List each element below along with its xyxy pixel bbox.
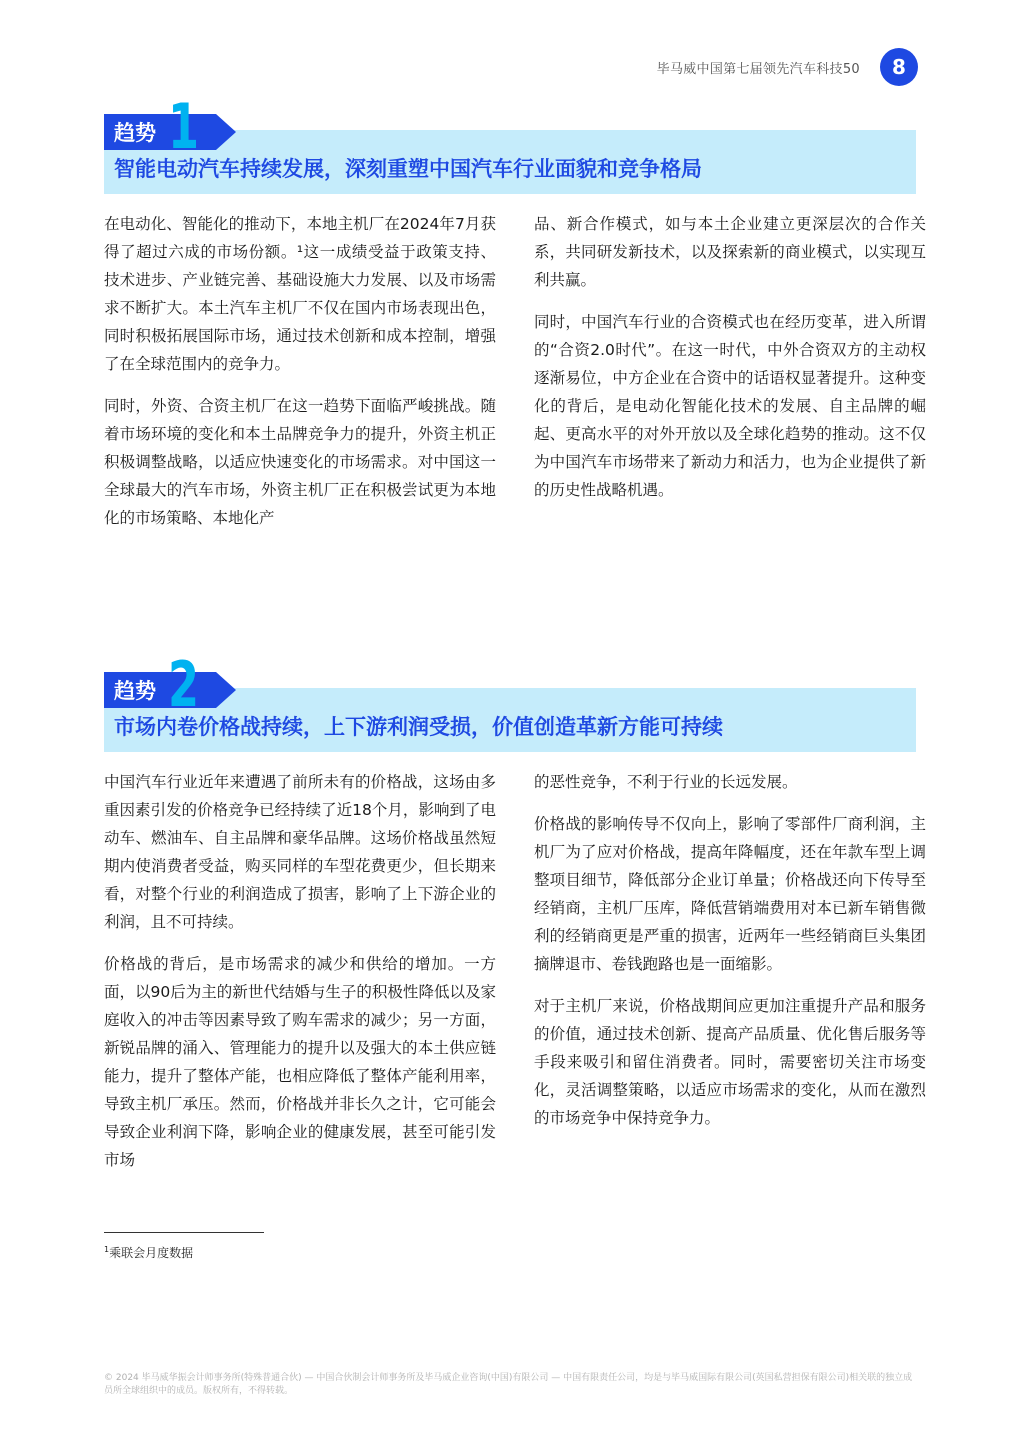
- paragraph: 中国汽车行业近年来遭遇了前所未有的价格战，这场由多重因素引发的价格竞争已经持续了近18个月，影响到了电动车、燃油车、自主品牌和豪华品牌。这场价格战虽然短期内使消费者受益，购买同样的车型花费更少，但长期来看，对整个行业的利润造成了损害，影响了上下游企业的利润，且不可持续。: [104, 773, 496, 931]
- header-title: 毕马威中国第七届领先汽车科技50: [656, 62, 860, 77]
- paragraph: 同时，外资、合资主机厂在这一趋势下面临严峻挑战。随着市场环境的变化和本土品牌竞争力的提升，外资主机正积极调整战略，以适应快速变化的市场需求。对中国这一全球最大的汽车市场，外资主机厂正在积极尝试更为本地化的市场策略、本地化产: [104, 397, 496, 527]
- footnote: [104, 1244, 193, 1261]
- trend-section-2: [104, 648, 916, 758]
- trend-2-right-column: [534, 768, 926, 1146]
- paragraph: 同时，中国汽车行业的合资模式也在经历变革，进入所谓的“合资2.0时代”。在这一时代，中外合资双方的主动权逐渐易位，中方企业在合资中的话语权显著提升。这种变化的背后，是电动化智能化技术的发展、自主品牌的崛起、更高水平的对外开放以及全球化趋势的推动。这不仅为中国汽车市场带来了新动力和活力，也为企业提供了新的历史性战略机遇。: [534, 313, 926, 499]
- paragraph: 价格战的影响传导不仅向上，影响了零部件厂商利润，主机厂为了应对价格战，提高年降幅度，还在年款车型上调整项目细节，降低部分企业订单量；价格战还向下传导至经销商，主机厂压库，降低营销端费用对本已新车销售微利的经销商更是严重的损害，近两年一些经销商巨头集团摘牌退市、卷钱跑路也是一面缩影。: [534, 815, 926, 973]
- trend-2-left-column: [104, 768, 496, 1188]
- footnote-divider: [104, 1232, 264, 1233]
- footnote-marker: 1: [104, 1245, 110, 1254]
- trend-1-right-column: [534, 210, 926, 518]
- trend-tag-label: 趋势: [114, 121, 156, 145]
- paragraph: 的恶性竞争，不利于行业的长远发展。: [534, 773, 798, 791]
- trend-heading: 智能电动汽车持续发展，深刻重塑中国汽车行业面貌和竞争格局: [114, 157, 702, 181]
- paragraph: 品、新合作模式，如与本土企业建立更深层次的合作关系，共同研发新技术，以及探索新的商业模式，以实现互利共赢。: [534, 215, 926, 289]
- trend-number: 2: [168, 648, 200, 721]
- footnote-text: 乘联会月度数据: [109, 1246, 194, 1260]
- paragraph: 对于主机厂来说，价格战期间应更加注重提升产品和服务的价值，通过技术创新、提高产品质量、优化售后服务等手段来吸引和留住消费者。同时，需要密切关注市场变化，灵活调整策略，以适应市场需求的变化，从而在激烈的市场竞争中保持竞争力。: [534, 997, 926, 1127]
- trend-section-1: [104, 90, 916, 200]
- paragraph: 在电动化、智能化的推动下，本地主机厂在2024年7月获得了超过六成的市场份额。¹这一成绩受益于政策支持、技术进步、产业链完善、基础设施大力发展、以及市场需求不断扩大。本土汽车主机厂不仅在国内市场表现出色，同时积极拓展国际市场，通过技术创新和成本控制，增强了在全球范围内的竞争力。: [104, 215, 496, 373]
- copyright-notice: © 2024 毕马威华振会计师事务所(特殊普通合伙) — 中国合伙制会计师事务所及毕马威企业咨询(中国)有限公司 — 中国有限责任公司，均是与毕马威国际有限公司(英国私营担保有限公司)相关联的独立成员所全球组织中的成员。版权所有，不得转载。: [104, 1373, 913, 1396]
- trend-tag-label: 趋势: [114, 679, 156, 703]
- trend-heading: 市场内卷价格战持续，上下游利润受损，价值创造革新方能可持续: [114, 715, 723, 739]
- trend-1-left-column: [104, 210, 496, 546]
- paragraph: 价格战的背后，是市场需求的减少和供给的增加。一方面，以90后为主的新世代结婚与生子的积极性降低以及家庭收入的冲击等因素导致了购车需求的减少；另一方面，新锐品牌的涌入、管理能力的提升以及强大的本土供应链能力，提升了整体产能，也相应降低了整体产能利用率，导致主机厂承压。然而，价格战并非长久之计，它可能会导致企业利润下降，影响企业的健康发展，甚至可能引发市场: [104, 955, 496, 1169]
- trend-number: 1: [168, 90, 200, 163]
- page-number-badge: 8: [880, 48, 918, 86]
